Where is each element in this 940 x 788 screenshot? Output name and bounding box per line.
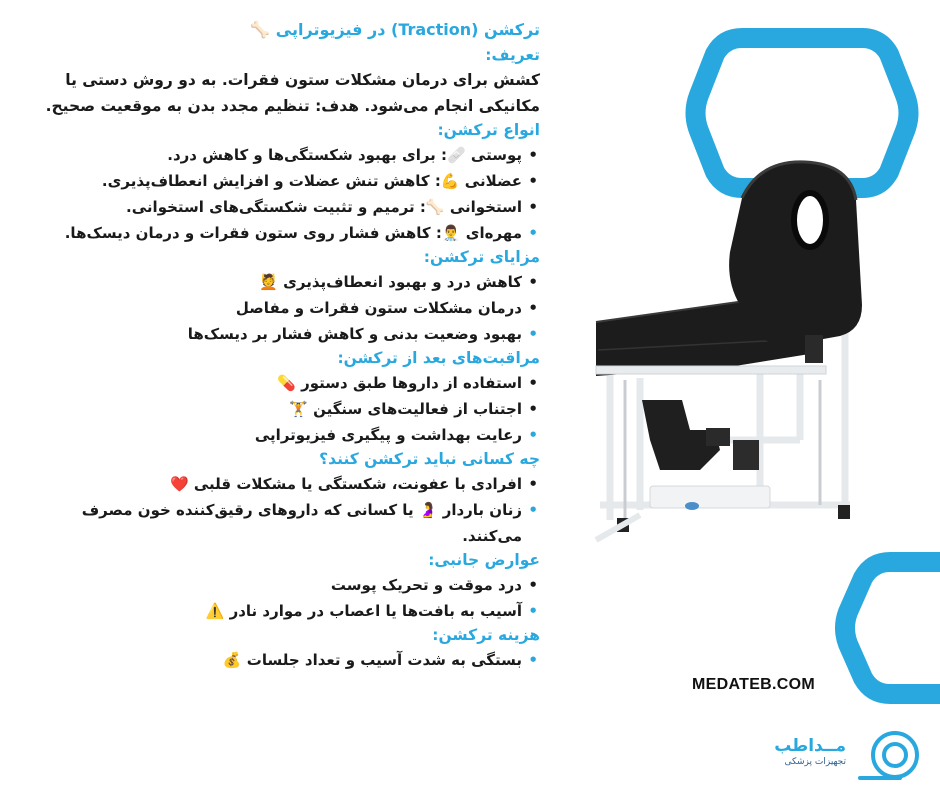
medateb-logo-icon: [860, 733, 917, 778]
list-item: • عضلانی 💪: کاهش تنش عضلات و افزایش انعطاف‌پذیری.: [22, 168, 522, 194]
definition-text: کشش برای درمان مشکلات ستون فقرات. به دو روش دستی یا مکانیکی انجام می‌شود. هدف: تنظیم مجدد بدن به موقعیت صحیح.: [45, 71, 540, 115]
contraindications-heading: چه کسانی نباید ترکشن کنند؟: [319, 450, 540, 468]
brand-tagline: تجهیزات پزشکی: [784, 757, 846, 767]
list-item: • آسیب به بافت‌ها یا اعصاب در موارد نادر ⚠️: [22, 598, 522, 624]
contraindications-list: [22, 471, 540, 549]
types-heading: انواع ترکشن:: [437, 121, 540, 139]
side-effects-heading: عوارض جانبی:: [428, 551, 540, 569]
brand-name: مــداطب: [774, 736, 846, 756]
list-item: • پوستی 🩹: برای بهبود شکستگی‌ها و کاهش درد.: [22, 142, 522, 168]
list-item: • اجتناب از فعالیت‌های سنگین 🏋: [22, 396, 522, 422]
list-item: • درد موقت و تحریک پوست: [22, 572, 522, 598]
list-item: • بستگی به شدت آسیب و تعداد جلسات 💰: [22, 647, 522, 673]
list-item: • استخوانی 🦴: ترمیم و تثبیت شکستگی‌های استخوانی.: [22, 194, 522, 220]
cost-list: [22, 647, 540, 673]
types-list: [22, 142, 540, 246]
article: [22, 18, 540, 673]
cost-heading: هزینه ترکشن:: [432, 626, 540, 644]
list-item: • درمان مشکلات ستون فقرات و مفاصل: [22, 295, 522, 321]
aftercare-list: [22, 370, 540, 448]
page-title: ترکشن (Traction) در فیزیوتراپی 🦴: [250, 20, 540, 39]
list-item: • استفاده از داروها طبق دستور 💊: [22, 370, 522, 396]
side-effects-list: [22, 572, 540, 624]
list-item: • بهبود وضعیت بدنی و کاهش فشار بر دیسک‌ها: [22, 321, 522, 347]
list-item: • افرادی با عفونت، شکستگی یا مشکلات قلبی ❤️: [22, 471, 522, 497]
traction-table-image: [596, 162, 862, 540]
website-url: MEDATEB.COM: [692, 676, 815, 693]
list-item: • کاهش درد و بهبود انعطاف‌پذیری 💆: [22, 269, 522, 295]
hexagon-frame-small: [845, 562, 940, 694]
benefits-heading: مزایای ترکشن:: [423, 248, 540, 266]
aftercare-heading: مراقبت‌های بعد از ترکشن:: [337, 349, 540, 367]
list-item: • زنان باردار 🤰 یا کسانی که داروهای رقیق‌کننده خون مصرف می‌کنند.: [22, 497, 522, 549]
list-item: • مهره‌ای 👨‍⚕️: کاهش فشار روی ستون فقرات و درمان دیسک‌ها.: [22, 220, 522, 246]
brand-logo: [776, 736, 846, 768]
list-item: • رعایت بهداشت و پیگیری فیزیوتراپی: [22, 422, 522, 448]
benefits-list: [22, 269, 540, 347]
definition-heading: تعریف:: [485, 46, 540, 64]
